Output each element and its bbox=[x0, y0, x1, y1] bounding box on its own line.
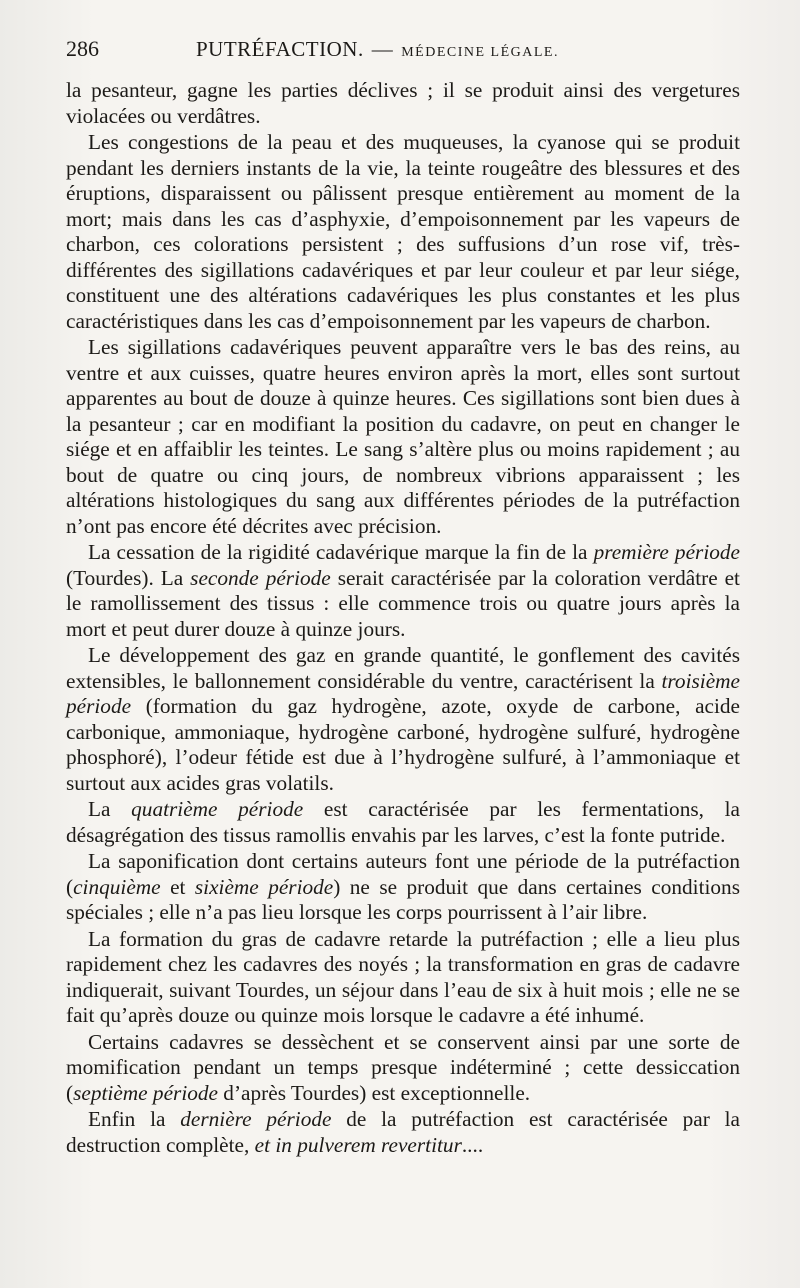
italic-run: sixième période bbox=[194, 874, 334, 899]
text-run: .... bbox=[461, 1132, 484, 1157]
paragraph-derniere-periode bbox=[66, 1107, 740, 1158]
text-run: de la putréfaction est caractérisée par la destruction complète, bbox=[66, 1107, 740, 1157]
text-run: La saponification dont certains auteurs font une période de la putréfaction ( bbox=[66, 849, 740, 899]
paragraph-congestions: Les congestions de la peau et des muqueuses, la cyanose qui se produit pendant les derniers instants de la vie, la teinte rougeâtre des blessures et des éruptions, disparaissent ou pâlissent presque entièrement au moment de la mort; mais dans les cas d’asphyxie, d’empoisonnement par les vapeurs de charbon, ces colorations persistent ; des suffusions d’un rose vif, très-différentes des sigillations cadavériques et par leur couleur et par leur siége, constituent une des altérations cadavériques les plus constantes et les plus caractéristiques dans les cas d’empoisonnement par les vapeurs de charbon. bbox=[66, 130, 740, 333]
paragraph-momification bbox=[66, 1030, 740, 1107]
text-run: Le développement des gaz en grande quantité, le gonflement des cavités extensibles, le ballonnement considérable du ventre, caractérisent la bbox=[66, 643, 740, 693]
text-run: Certains cadavres se dessèchent et se conservent ainsi par une sorte de momification pendant un temps presque indéterminé ; cette dessiccation ( bbox=[66, 1029, 740, 1105]
running-head-dash: — bbox=[371, 37, 394, 61]
italic-run: cinquième bbox=[73, 874, 161, 899]
running-head-title: PUTRÉFACTION. bbox=[196, 37, 364, 61]
text-run: La bbox=[88, 797, 132, 821]
text-run: et bbox=[160, 874, 195, 899]
italic-run: et in pulverem revertitur bbox=[254, 1132, 462, 1157]
text-run: d’après Tourdes) est exceptionnelle. bbox=[217, 1080, 531, 1105]
text-run: serait caractérisée par la coloration verdâtre et le ramollissement des tissus : elle commence trois ou quatre jours après la mort et peut durer douze à quinze jours. bbox=[66, 565, 740, 641]
paragraph-continued: la pesanteur, gagne les parties déclives ; il se produit ainsi des vergetures violacées ou verdâtres. bbox=[66, 78, 740, 128]
text-run: (formation du gaz hydrogène, azote, oxyde de carbone, acide carbonique, ammoniaque, hydrogène carboné, hydrogène sulfuré, hydrogène phosphoré), l’odeur fétide est due à l’hydrogène sulfuré, à l’ammoniaque et surtout aux acides gras volatils. bbox=[66, 694, 740, 795]
text-run: La cessation de la rigidité cadavérique marque la fin de la bbox=[88, 540, 594, 564]
page-body bbox=[66, 78, 740, 1158]
paragraph-saponification bbox=[66, 849, 740, 926]
italic-run: septième période bbox=[73, 1080, 218, 1105]
italic-run: dernière période bbox=[180, 1107, 332, 1131]
italic-run: troisième période bbox=[66, 668, 740, 718]
paragraph-developpement-gaz bbox=[66, 643, 740, 796]
text-run: (Tourdes). La bbox=[66, 565, 191, 590]
italic-run: première période bbox=[593, 540, 740, 564]
running-head-subtitle: MÉDECINE LÉGALE. bbox=[401, 45, 559, 60]
paragraph-quatrieme-periode bbox=[66, 797, 740, 848]
italic-run: seconde période bbox=[190, 565, 331, 590]
page-header bbox=[66, 36, 740, 70]
text-run: Enfin la bbox=[88, 1107, 181, 1131]
running-head bbox=[196, 37, 559, 62]
paragraph-cessation-rigidite bbox=[66, 540, 740, 642]
text-run: ) ne se produit que dans certaines conditions spéciales ; elle n’a pas lieu lorsque les corps pourrissent à l’air libre. bbox=[66, 874, 740, 924]
text-run: est caractérisée par les fermentations, la désagrégation des tissus ramollis envahis par les larves, c’est la fonte putride. bbox=[66, 797, 740, 847]
italic-run: quatrième période bbox=[131, 797, 304, 821]
paragraph-gras-de-cadavre: La formation du gras de cadavre retarde la putréfaction ; elle a lieu plus rapidement chez les cadavres des noyés ; la transformation en gras de cadavre indiquerait, suivant Tourdes, un séjour dans l’eau de six à huit mois ; elle ne se fait qu’après douze ou quinze mois lorsque le cadavre a été inhumé. bbox=[66, 926, 740, 1027]
paragraph-sigillations: Les sigillations cadavériques peuvent apparaître vers le bas des reins, au ventre et aux cuisses, quatre heures environ après la mort, elles sont surtout apparentes au bout de douze à quinze heures. Ces sigillations sont bien dues à la pesanteur ; car en modifiant la position du cadavre, on peut en changer le siége et en affaiblir les teintes. Le sang s’altère plus ou moins rapidement ; au bout de quatre ou cinq jours, de nombreux vibrions apparaissent ; les altérations histologiques du sang aux différentes périodes de la putréfaction n’ont pas encore été décrites avec précision. bbox=[66, 335, 740, 538]
page-number: 286 bbox=[66, 36, 99, 61]
